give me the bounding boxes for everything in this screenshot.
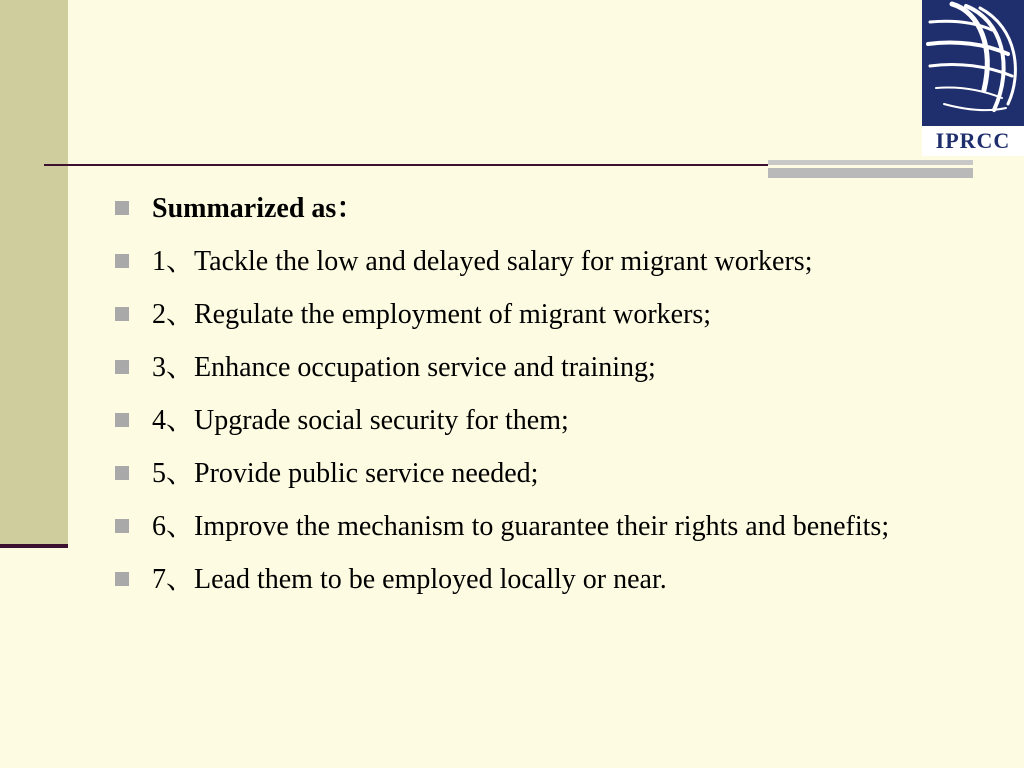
iprcc-logo bbox=[922, 0, 1024, 156]
bullet-list bbox=[112, 186, 992, 610]
square-bullet-icon bbox=[115, 307, 129, 321]
list-item-text: 1、Tackle the low and delayed salary for migrant workers; bbox=[152, 246, 813, 277]
left-accent-rule bbox=[0, 544, 68, 548]
square-bullet-icon bbox=[115, 572, 129, 586]
square-bullet-icon bbox=[115, 201, 129, 215]
list-item-text: 6、Improve the mechanism to guarantee their rights and benefits; bbox=[152, 511, 890, 542]
logo-text: IPRCC bbox=[935, 128, 1011, 153]
left-decorative-band bbox=[0, 0, 68, 548]
list-item bbox=[112, 504, 992, 549]
list-item bbox=[112, 451, 992, 496]
divider-gray-bar bbox=[768, 160, 973, 178]
list-item bbox=[112, 398, 992, 443]
list-item-text: 7、Lead them to be employed locally or near. bbox=[152, 564, 667, 595]
square-bullet-icon bbox=[115, 360, 129, 374]
heading-text: Summarized as： bbox=[152, 193, 365, 224]
square-bullet-icon bbox=[115, 519, 129, 533]
square-bullet-icon bbox=[115, 254, 129, 268]
list-item bbox=[112, 239, 992, 284]
square-bullet-icon bbox=[115, 413, 129, 427]
list-item bbox=[112, 292, 992, 337]
list-item bbox=[112, 557, 992, 602]
globe-icon bbox=[922, 0, 1024, 126]
square-bullet-icon bbox=[115, 466, 129, 480]
list-heading bbox=[112, 186, 992, 231]
list-item-text: 5、Provide public service needed; bbox=[152, 458, 539, 489]
list-item bbox=[112, 345, 992, 390]
list-item-text: 3、Enhance occupation service and training; bbox=[152, 352, 656, 383]
list-item-text: 4、Upgrade social security for them; bbox=[152, 405, 569, 436]
list-item-text: 2、Regulate the employment of migrant workers; bbox=[152, 299, 712, 330]
